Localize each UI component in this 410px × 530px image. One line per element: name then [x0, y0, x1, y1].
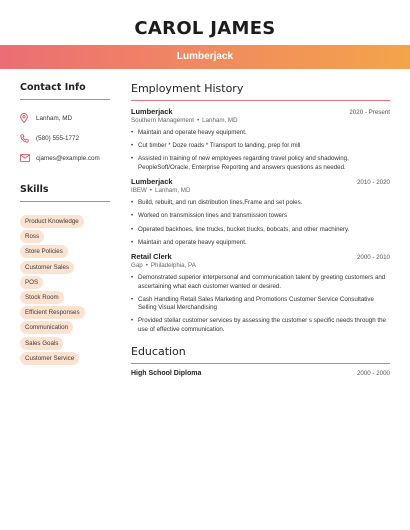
job-dates: 2020 - Present — [349, 109, 390, 116]
job-bullet: • Cut timber * Doze roads * Transport to landing, prep for mill — [131, 142, 390, 151]
job-entry — [131, 107, 390, 173]
skills-section — [20, 184, 110, 362]
job-bullets — [131, 199, 390, 247]
job-bullet: • Build, rebuilt, and run distribution lines.Frame and set poles. — [131, 199, 390, 208]
job-employer: Southern Management — [131, 117, 194, 124]
job-bullet: • Operated backhoes, line trucks, bucket trucks, bobcats, and other machinery. — [131, 226, 390, 235]
job-title: Retail Clerk — [131, 251, 172, 261]
right-column — [131, 82, 390, 377]
job-entry — [131, 177, 390, 247]
education-dates: 2000 - 2000 — [356, 369, 390, 377]
skill-tag: Communication — [20, 321, 73, 334]
job-title: Lumberjack — [131, 177, 173, 187]
job-bullet: • Cash Handling Retail Sales Marketing and Promotions Customer Service Consultative Selling Visual Merchandising — [131, 296, 390, 313]
contact-location-text: Lanham, MD — [36, 114, 73, 122]
left-column — [20, 82, 110, 362]
job-title-banner — [0, 45, 410, 69]
contact-email — [20, 148, 110, 168]
contact-location — [20, 108, 110, 128]
skill-tag: Product Knowledge — [20, 215, 84, 228]
job-location: Philadelphia, PA — [150, 261, 196, 269]
skill-tag: POS — [20, 276, 43, 289]
job-bullets — [131, 274, 390, 335]
job-employer-line: Gap • Philadelphia, PA — [131, 261, 196, 269]
job-dates: 2010 - 2020 — [356, 179, 390, 187]
skills-heading: Skills — [20, 184, 110, 202]
job-location: Lanham, MD — [202, 117, 238, 124]
job-location: Lanham, MD — [155, 187, 191, 195]
education-entry — [131, 370, 390, 377]
skill-tag: Customer Sales — [20, 261, 74, 274]
skill-tag: Stock Room — [20, 291, 64, 304]
skill-tag: Ross — [20, 230, 44, 243]
job-employer-line: IBEW • Lanham, MD — [131, 187, 191, 195]
job-bullet: • Worked on transmission lines and transmission towers — [131, 212, 390, 221]
job-bullet: • Provided stellar customer services by assessing the customer s specific needs through the use of effective communication. — [131, 317, 390, 334]
education-degree: High School Diploma — [131, 369, 202, 377]
job-title-text: Lumberjack — [176, 51, 234, 62]
contact-phone — [20, 128, 110, 148]
job-employer: IBEW — [131, 187, 147, 195]
contact-heading: Contact Info — [20, 82, 110, 100]
skill-tag: Customer Service — [20, 352, 79, 365]
job-bullets — [131, 129, 390, 173]
location-pin-icon — [20, 113, 36, 123]
job-bullet: • Maintain and operate heavy equipment. — [131, 239, 390, 248]
job-employer-line: Southern Management • Lanham, MD — [131, 117, 238, 124]
education-heading: Education — [131, 345, 390, 364]
skill-tag: Sales Goals — [20, 337, 63, 350]
phone-icon — [20, 134, 36, 143]
email-icon — [20, 154, 36, 162]
job-employer: Gap — [131, 261, 143, 269]
employment-heading: Employment History — [131, 82, 390, 101]
resume-name: CAROL JAMES — [134, 18, 276, 39]
contact-email-text[interactable]: cjames@example.com — [36, 154, 100, 162]
job-entry — [131, 252, 390, 335]
job-title: Lumberjack — [131, 107, 173, 116]
job-bullet: • Assisted in training of new employees regarding travel policy and shadowing, PeopleSoft/Oracle, Enterprise Reporting and answers questions as needed. — [131, 155, 390, 172]
job-bullet: • Maintain and operate heavy equipment. — [131, 129, 390, 138]
job-bullet: • Demonstrated superior interpersonal and communication talent by greeting customers and ascertaining what each customer wanted or desired. — [131, 274, 390, 291]
job-dates: 2000 - 2010 — [356, 253, 390, 261]
contact-phone-text: (580) 555-1772 — [36, 134, 80, 142]
skill-tag: Efficient Responses — [20, 306, 85, 319]
skill-tag: Store Policies — [20, 245, 68, 258]
